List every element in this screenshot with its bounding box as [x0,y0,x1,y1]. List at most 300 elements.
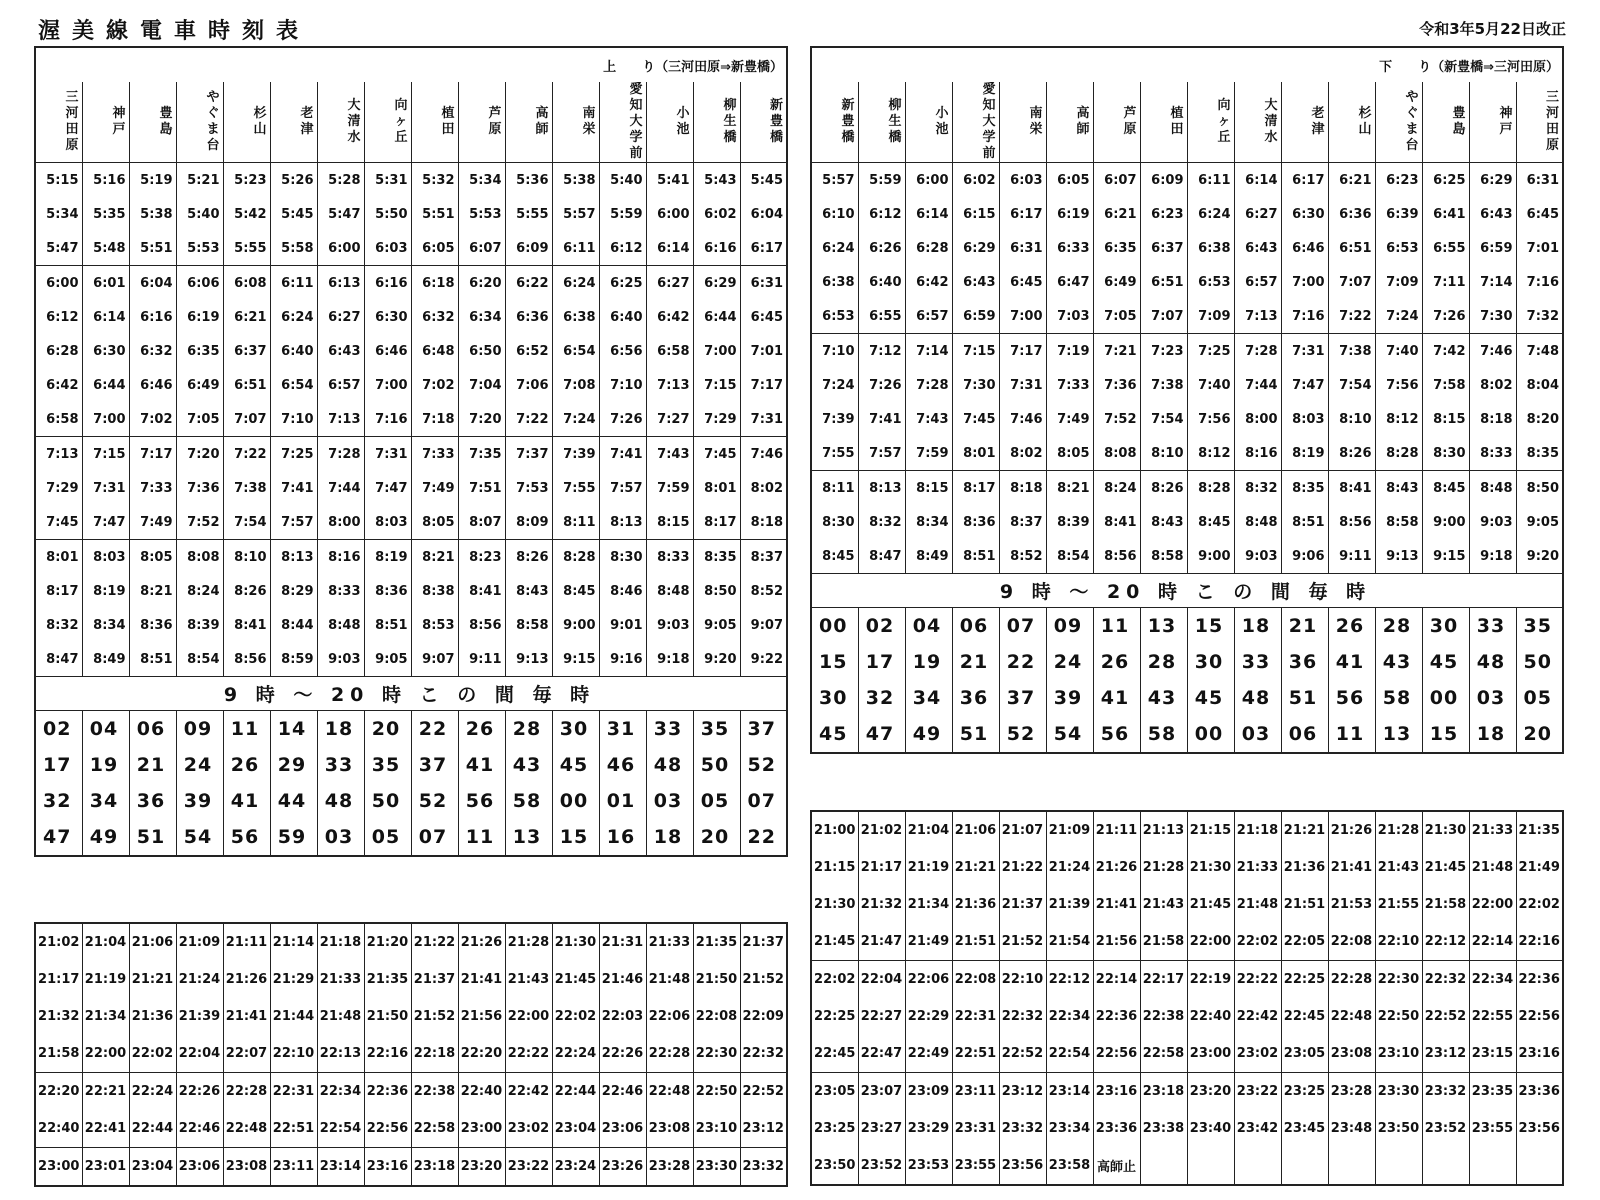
time-cell: 21:15 [811,849,858,886]
time-cell: 22:06 [646,998,693,1035]
time-cell: 7:13 [35,437,82,472]
time-cell: 5:47 [317,197,364,231]
table-row [811,961,1563,999]
time-cell: 7:40 [1187,368,1234,402]
time-cell: 23:08 [223,1148,270,1187]
minute-cell: 58 [1375,680,1422,716]
minute-cell: 37 [999,680,1046,716]
time-cell: 6:49 [176,368,223,402]
time-cell: 8:04 [1516,368,1563,402]
time-cell: 7:20 [458,402,505,437]
station-label: 神戸 [1499,106,1513,137]
station-name [999,82,1046,163]
time-cell: 5:45 [270,197,317,231]
minute-cell: 19 [905,644,952,680]
time-cell: 6:14 [1234,163,1281,198]
time-cell: 6:37 [1140,231,1187,265]
time-cell: 6:08 [223,266,270,301]
time-cell: 7:32 [1516,299,1563,334]
time-cell: 6:46 [364,334,411,368]
time-cell: 23:36 [1093,1110,1140,1147]
time-cell: 8:26 [505,540,552,575]
time-cell: 5:21 [176,163,223,198]
time-cell: 22:02 [811,961,858,999]
time-cell: 5:38 [129,197,176,231]
time-cell: 7:22 [223,437,270,472]
minute-cell: 07 [740,783,787,819]
time-cell: 6:09 [1140,163,1187,198]
time-cell: 6:46 [129,368,176,402]
time-cell: 8:36 [952,505,999,539]
time-cell: 6:28 [35,334,82,368]
station-label: 小池 [935,106,949,137]
minute-cell: 24 [1046,644,1093,680]
time-cell: 21:52 [411,998,458,1035]
time-cell: 8:35 [693,540,740,575]
station-label: 向ヶ丘 [394,98,408,145]
time-cell: 21:45 [1422,849,1469,886]
station-name [317,82,364,163]
minute-cell: 52 [999,716,1046,753]
time-cell: 23:16 [1516,1035,1563,1073]
time-cell: 8:51 [364,608,411,642]
time-cell: 8:45 [552,574,599,608]
minute-cell: 05 [693,783,740,819]
time-cell: 8:15 [646,505,693,540]
minute-cell: 39 [1046,680,1093,716]
time-cell: 7:07 [1140,299,1187,334]
station-name [364,82,411,163]
station-label: 豊島 [159,106,173,137]
time-cell: 6:51 [1140,265,1187,299]
time-cell: 7:49 [411,471,458,505]
time-cell: 5:48 [82,231,129,266]
time-cell: 21:14 [270,923,317,961]
time-cell: 6:00 [646,197,693,231]
time-cell: 21:37 [740,923,787,961]
time-cell: 7:03 [1046,299,1093,334]
time-cell: 22:24 [129,1073,176,1111]
time-cell: 5:28 [317,163,364,198]
time-cell: 8:45 [1422,471,1469,506]
time-cell: 7:56 [1375,368,1422,402]
time-cell: 7:55 [811,436,858,471]
time-cell: 6:12 [599,231,646,266]
time-cell: 23:14 [317,1148,364,1187]
time-cell: 5:34 [458,163,505,198]
time-cell: 8:52 [999,539,1046,574]
time-cell: 22:00 [1187,923,1234,961]
minute-cell: 56 [1093,716,1140,753]
time-cell: 6:38 [552,300,599,334]
time-cell: 23:10 [1375,1035,1422,1073]
time-cell: 23:09 [905,1073,952,1111]
time-cell: 8:24 [1093,471,1140,506]
time-cell: 7:24 [1375,299,1422,334]
minute-row [35,711,787,748]
up-band-row [35,677,787,711]
time-cell: 22:51 [952,1035,999,1073]
time-cell: 21:19 [82,961,129,998]
time-cell: 5:19 [129,163,176,198]
time-cell: 8:18 [1469,402,1516,436]
time-cell: 7:25 [1187,334,1234,369]
time-cell: 22:45 [811,1035,858,1073]
time-cell: 7:17 [740,368,787,402]
minute-cell: 07 [999,608,1046,645]
time-cell: 6:06 [176,266,223,301]
time-cell: 22:26 [176,1073,223,1111]
time-cell: 7:42 [1422,334,1469,369]
minute-cell: 56 [223,819,270,856]
time-cell: 8:34 [905,505,952,539]
time-cell: 21:36 [1281,849,1328,886]
minute-cell: 00 [552,783,599,819]
time-cell: 8:30 [1422,436,1469,471]
time-cell: 22:12 [1422,923,1469,961]
station-name [458,82,505,163]
time-cell: 8:02 [999,436,1046,471]
time-cell: 7:39 [552,437,599,472]
time-cell: 23:00 [458,1110,505,1148]
time-cell: 9:15 [552,642,599,677]
table-row [811,436,1563,471]
up-station-row [35,82,787,163]
time-cell: 6:44 [693,300,740,334]
station-name [1281,82,1328,163]
time-cell: 7:16 [1281,299,1328,334]
minute-cell: 47 [35,819,82,856]
time-cell: 8:32 [35,608,82,642]
time-cell: 5:51 [129,231,176,266]
time-cell [1140,1147,1187,1185]
time-cell: 7:59 [646,471,693,505]
minute-cell: 36 [129,783,176,819]
time-cell: 7:38 [1140,368,1187,402]
time-cell: 6:40 [270,334,317,368]
time-cell: 6:46 [1281,231,1328,265]
time-cell: 21:24 [176,961,223,998]
minute-cell: 43 [505,747,552,783]
time-cell: 8:56 [1328,505,1375,539]
time-cell: 8:10 [1328,402,1375,436]
time-cell: 8:01 [35,540,82,575]
time-cell [1516,1147,1563,1185]
time-cell: 22:28 [1328,961,1375,999]
time-cell: 7:46 [999,402,1046,436]
time-cell: 23:35 [1469,1073,1516,1111]
time-cell: 6:36 [505,300,552,334]
minute-cell: 04 [82,711,129,748]
time-cell: 6:17 [1281,163,1328,198]
time-cell: 6:24 [552,266,599,301]
time-cell [1281,1147,1328,1185]
time-cell: 22:48 [223,1110,270,1148]
time-cell: 22:34 [1469,961,1516,999]
time-cell: 23:56 [999,1147,1046,1185]
time-cell: 8:12 [1375,402,1422,436]
time-cell: 21:00 [811,811,858,849]
time-cell: 21:26 [1093,849,1140,886]
minute-cell: 28 [1375,608,1422,645]
time-cell: 21:21 [952,849,999,886]
time-cell: 6:45 [1516,197,1563,231]
time-cell: 21:41 [1093,886,1140,923]
time-cell: 8:54 [176,642,223,677]
time-cell: 23:12 [740,1110,787,1148]
time-cell: 21:48 [1469,849,1516,886]
table-row [811,923,1563,961]
time-cell: 21:52 [740,961,787,998]
time-cell: 22:02 [129,1035,176,1073]
time-cell: 21:45 [811,923,858,961]
station-label: 芦原 [488,106,502,137]
time-cell: 7:17 [999,334,1046,369]
minute-cell: 06 [952,608,999,645]
table-row [811,1147,1563,1185]
time-cell: 23:40 [1187,1110,1234,1147]
time-cell: 7:14 [1469,265,1516,299]
time-cell: 21:51 [952,923,999,961]
minute-cell: 56 [458,783,505,819]
time-cell: 6:42 [905,265,952,299]
time-cell: 7:24 [811,368,858,402]
time-cell: 7:00 [1281,265,1328,299]
time-cell: 21:04 [905,811,952,849]
time-cell: 21:33 [1469,811,1516,849]
time-cell: 8:01 [693,471,740,505]
time-cell: 8:17 [952,471,999,506]
station-name [905,82,952,163]
time-cell: 22:49 [905,1035,952,1073]
time-cell: 8:46 [599,574,646,608]
time-cell: 23:25 [811,1110,858,1147]
station-label: 芦原 [1123,106,1137,137]
station-name [505,82,552,163]
minute-cell: 39 [176,783,223,819]
time-cell: 23:11 [270,1148,317,1187]
minute-cell: 11 [223,711,270,748]
time-cell: 23:05 [811,1073,858,1111]
station-label: 豊島 [1452,106,1466,137]
minute-cell: 03 [646,783,693,819]
time-cell: 8:33 [317,574,364,608]
time-cell: 6:07 [1093,163,1140,198]
time-cell: 8:30 [599,540,646,575]
minute-cell: 03 [317,819,364,856]
time-cell: 22:20 [35,1073,82,1111]
table-row [35,471,787,505]
time-cell: 6:12 [35,300,82,334]
time-cell: 8:50 [1516,471,1563,506]
time-cell: 9:01 [599,608,646,642]
time-cell: 21:26 [458,923,505,961]
time-cell: 8:48 [646,574,693,608]
time-cell: 22:22 [1234,961,1281,999]
time-cell: 7:31 [740,402,787,437]
time-cell: 22:08 [1328,923,1375,961]
time-cell: 23:08 [1328,1035,1375,1073]
time-cell: 23:30 [1375,1073,1422,1111]
time-cell: 22:10 [270,1035,317,1073]
time-cell: 6:34 [458,300,505,334]
time-cell: 21:11 [223,923,270,961]
time-cell: 22:06 [905,961,952,999]
minute-cell: 05 [364,819,411,856]
time-cell: 23:11 [952,1073,999,1111]
time-cell: 7:54 [1140,402,1187,436]
minute-cell: 33 [1469,608,1516,645]
time-cell: 8:00 [317,505,364,540]
time-cell: 22:52 [1422,998,1469,1035]
time-cell [1234,1147,1281,1185]
time-cell: 21:30 [1422,811,1469,849]
time-cell: 22:04 [858,961,905,999]
time-cell: 8:32 [858,505,905,539]
time-cell: 5:59 [858,163,905,198]
minute-cell: 20 [1516,716,1563,753]
minute-cell: 35 [364,747,411,783]
time-cell: 7:10 [599,368,646,402]
minute-cell: 32 [858,680,905,716]
time-cell: 22:50 [693,1073,740,1111]
time-cell: 7:29 [693,402,740,437]
time-cell: 22:32 [999,998,1046,1035]
time-cell: 7:39 [811,402,858,436]
time-cell: 7:12 [858,334,905,369]
time-cell: 9:03 [1469,505,1516,539]
table-row [35,231,787,266]
time-cell: 8:18 [740,505,787,540]
station-name [270,82,317,163]
time-cell: 21:02 [858,811,905,849]
time-cell: 6:43 [1234,231,1281,265]
time-cell: 22:02 [1516,886,1563,923]
time-cell: 21:36 [952,886,999,923]
time-cell: 6:28 [905,231,952,265]
minute-cell: 45 [1422,644,1469,680]
time-cell: 7:31 [1281,334,1328,369]
minute-cell: 21 [952,644,999,680]
station-name [1187,82,1234,163]
time-cell: 7:11 [1422,265,1469,299]
time-cell: 21:28 [1140,849,1187,886]
time-cell: 22:52 [740,1073,787,1111]
time-cell: 6:44 [82,368,129,402]
table-row [35,197,787,231]
time-cell: 23:55 [1469,1110,1516,1147]
minute-row [35,819,787,856]
time-cell: 23:04 [552,1110,599,1148]
time-cell: 6:27 [1234,197,1281,231]
time-cell: 7:51 [458,471,505,505]
time-cell: 21:29 [270,961,317,998]
minute-row [811,716,1563,753]
time-cell: 22:16 [1516,923,1563,961]
time-cell: 6:30 [364,300,411,334]
minute-cell: 47 [858,716,905,753]
table-row [35,1148,787,1187]
time-cell: 8:58 [1375,505,1422,539]
time-cell: 7:26 [858,368,905,402]
minute-cell: 04 [905,608,952,645]
station-name [129,82,176,163]
time-cell: 6:24 [1187,197,1234,231]
time-cell: 6:30 [1281,197,1328,231]
time-cell: 6:05 [411,231,458,266]
minute-cell: 41 [223,783,270,819]
time-cell: 8:03 [82,540,129,575]
table-row [811,886,1563,923]
station-name [1234,82,1281,163]
table-row [35,402,787,437]
time-cell: 7:01 [1516,231,1563,265]
time-cell: 9:20 [1516,539,1563,574]
time-cell: 23:22 [1234,1073,1281,1111]
time-cell: 6:29 [952,231,999,265]
minute-cell: 48 [1469,644,1516,680]
time-cell: 6:09 [505,231,552,266]
time-cell: 9:22 [740,642,787,677]
time-cell: 23:24 [552,1148,599,1187]
station-name [1469,82,1516,163]
table-row [35,540,787,575]
time-cell: 7:26 [1422,299,1469,334]
time-cell: 22:16 [364,1035,411,1073]
time-cell: 21:31 [599,923,646,961]
time-cell: 6:49 [1093,265,1140,299]
time-cell: 8:43 [1140,505,1187,539]
time-cell: 7:10 [811,334,858,369]
time-cell: 7:21 [1093,334,1140,369]
time-cell: 5:31 [364,163,411,198]
station-label: 神戸 [112,106,126,137]
time-cell: 5:36 [505,163,552,198]
time-cell: 7:28 [905,368,952,402]
time-cell: 7:59 [905,436,952,471]
time-cell: 21:18 [1234,811,1281,849]
time-cell: 7:16 [364,402,411,437]
time-cell: 21:58 [1422,886,1469,923]
time-cell: 22:04 [176,1035,223,1073]
time-cell: 6:43 [1469,197,1516,231]
time-cell: 6:35 [1093,231,1140,265]
station-name [411,82,458,163]
time-cell: 高師止 [1093,1147,1140,1185]
time-cell: 21:37 [999,886,1046,923]
table-row [35,1035,787,1073]
time-cell: 8:15 [905,471,952,506]
minute-cell: 15 [1187,608,1234,645]
station-label: 老津 [300,106,314,137]
time-cell: 22:41 [82,1110,129,1148]
time-cell: 9:15 [1422,539,1469,574]
time-cell: 7:46 [740,437,787,472]
time-cell: 21:34 [82,998,129,1035]
table-row [35,574,787,608]
time-cell: 6:19 [176,300,223,334]
minute-cell: 03 [1469,680,1516,716]
time-cell: 8:02 [740,471,787,505]
time-cell: 21:32 [858,886,905,923]
time-cell: 7:16 [1516,265,1563,299]
minute-cell: 28 [1140,644,1187,680]
time-cell: 8:20 [1516,402,1563,436]
time-cell: 8:05 [129,540,176,575]
time-cell: 9:00 [1422,505,1469,539]
time-cell: 6:13 [317,266,364,301]
time-cell: 6:27 [317,300,364,334]
